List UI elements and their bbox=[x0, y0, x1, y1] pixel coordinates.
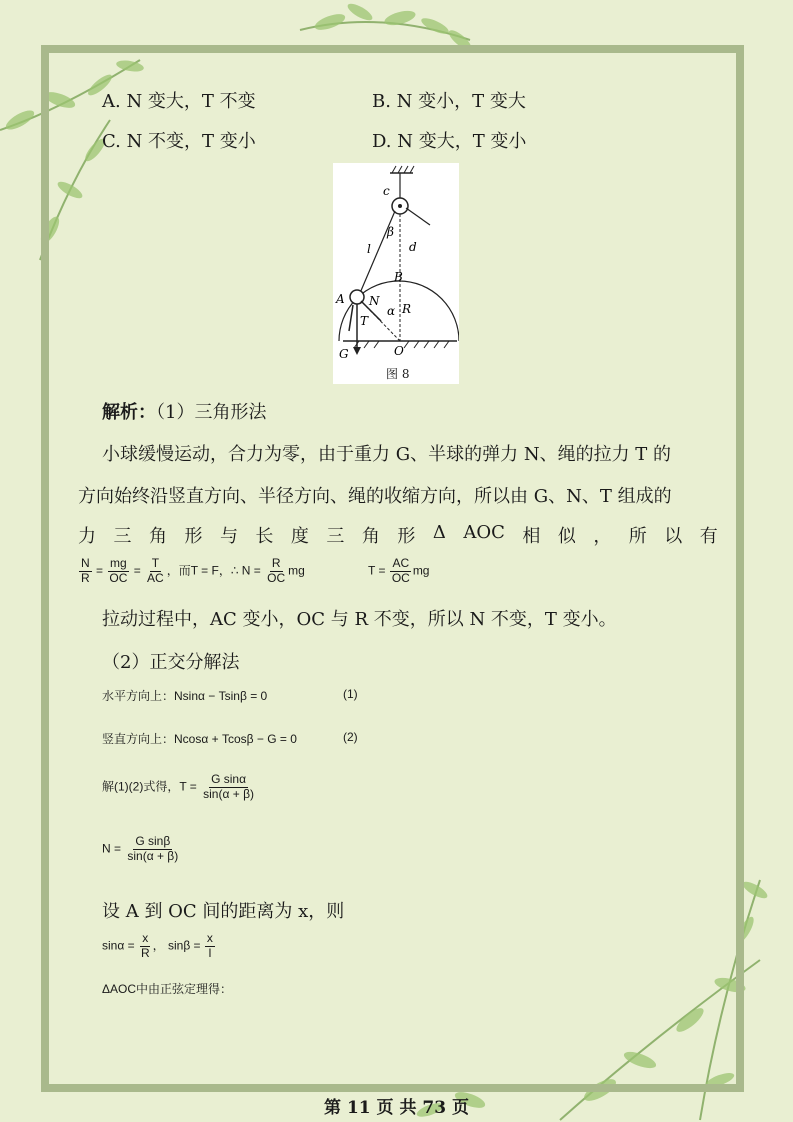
frac-den: R bbox=[81, 570, 90, 585]
paragraph-line-justified bbox=[78, 522, 718, 548]
formula-text: mg bbox=[288, 563, 305, 578]
formula-text: T = bbox=[368, 563, 386, 578]
word: 形 bbox=[184, 526, 203, 547]
option-b: B. N 变小，T 变大 bbox=[372, 91, 526, 112]
equation-number: (1) bbox=[343, 687, 358, 701]
formula-tension bbox=[368, 557, 429, 586]
frac-den: OC bbox=[391, 570, 410, 585]
paragraph-line: 小球缓慢运动，合力为零，由于重力 G、半球的弹力 N、绳的拉力 T 的 bbox=[102, 444, 672, 465]
method1-title: （1）三角形法 bbox=[156, 402, 267, 423]
frac-den: sin(α + β) bbox=[127, 848, 179, 863]
word: 角 bbox=[148, 526, 167, 547]
svg-text:d: d bbox=[409, 240, 417, 254]
formula-text: ， sinβ = bbox=[152, 938, 201, 953]
frac-num: N bbox=[81, 556, 90, 570]
svg-text:β: β bbox=[387, 225, 394, 239]
solution-N bbox=[102, 835, 181, 864]
word: 与 bbox=[219, 526, 238, 547]
equation-number: (2) bbox=[343, 730, 358, 744]
formula-text: N = bbox=[102, 841, 122, 856]
word: 角 bbox=[361, 526, 380, 547]
svg-text:R: R bbox=[402, 302, 412, 316]
page-footer: 第 11 页 共 73 页 bbox=[324, 1098, 469, 1118]
method2-title: （2）正交分解法 bbox=[102, 652, 240, 673]
frac-den: AC bbox=[147, 570, 164, 585]
word: 似 bbox=[557, 526, 576, 547]
frac-den: l bbox=[208, 945, 212, 960]
option-c: C. N 不变，T 变小 bbox=[102, 131, 256, 152]
formula-text: ，而T = F，∴ N = bbox=[166, 563, 261, 578]
formula-text: mg bbox=[412, 563, 430, 578]
svg-text:T: T bbox=[360, 314, 369, 328]
word: 力 bbox=[78, 526, 96, 547]
svg-text:B: B bbox=[394, 270, 403, 284]
paragraph-line: 设 A 到 OC 间的距离为 x，则 bbox=[102, 901, 345, 922]
analysis-heading-line bbox=[102, 398, 266, 424]
word: 三 bbox=[326, 526, 345, 547]
word: 形 bbox=[397, 526, 416, 547]
word: 三 bbox=[113, 526, 132, 547]
frac-num: T bbox=[151, 556, 160, 570]
word: Δ bbox=[432, 522, 446, 543]
word: 相 bbox=[522, 526, 541, 547]
frac-den: R bbox=[140, 945, 150, 960]
analysis-heading: 解析： bbox=[102, 402, 156, 423]
word: 长 bbox=[255, 526, 274, 547]
svg-text:N: N bbox=[369, 294, 380, 308]
option-d: D. N 变大，T 变小 bbox=[372, 131, 527, 152]
option-a: A. N 变大，T 不变 bbox=[102, 91, 256, 112]
paragraph-line: 方向始终沿竖直方向、半径方向、绳的收缩方向，所以由 G、N、T 组成的 bbox=[78, 486, 672, 507]
svg-text:l: l bbox=[367, 242, 371, 256]
figure-diagram bbox=[333, 163, 459, 384]
equation-vertical: 竖直方向上：Ncosα + Tcosβ − G = 0 bbox=[102, 732, 297, 746]
word: 以 bbox=[664, 526, 683, 547]
sine-law-line: ΔAOC中由正弦定理得： bbox=[102, 982, 233, 996]
svg-text:G: G bbox=[339, 347, 349, 361]
frac-num: AC bbox=[392, 556, 410, 570]
sine-definitions bbox=[102, 932, 216, 961]
svg-text:α: α bbox=[387, 304, 396, 318]
equation-horizontal: 水平方向上：Nsinα − Tsinβ = 0 bbox=[102, 689, 268, 703]
frac-num: G sinβ bbox=[135, 834, 171, 848]
frac-num: mg bbox=[110, 556, 127, 570]
formula-similar-triangles: $\frac{N}{R}$ = $\frac{mg}{OC}$ = $\frac{T}{AC}$ ，而T = F，∴ N = $\frac{R}{OC}$ mg bbox=[81, 556, 305, 585]
figure-caption: 图 8 bbox=[386, 367, 410, 381]
frac-den: OC bbox=[109, 570, 128, 585]
word: 所 bbox=[628, 526, 647, 547]
frac-num: x bbox=[142, 931, 149, 945]
frac-den: sin(α + β) bbox=[203, 786, 254, 801]
frac-den: OC bbox=[267, 570, 286, 585]
physics-figure bbox=[333, 163, 459, 384]
word: ， bbox=[593, 526, 612, 547]
formula-text: 解(1)(2)式得，T = bbox=[102, 779, 197, 794]
word: 度 bbox=[290, 526, 309, 547]
paragraph-line: 拉动过程中，AC 变小，OC 与 R 不变，所以 N 不变，T 变小。 bbox=[102, 609, 617, 630]
word: 有 bbox=[699, 526, 718, 547]
frac-num: G sinα bbox=[211, 772, 247, 786]
frac-num: x bbox=[206, 931, 213, 945]
word: AOC bbox=[463, 522, 505, 543]
formula-text: sinα = bbox=[102, 938, 135, 953]
svg-text:O: O bbox=[394, 344, 404, 358]
solution-T bbox=[102, 773, 257, 802]
frac-num: R bbox=[271, 556, 281, 570]
svg-text:c: c bbox=[383, 184, 390, 198]
svg-text:A: A bbox=[336, 292, 345, 306]
